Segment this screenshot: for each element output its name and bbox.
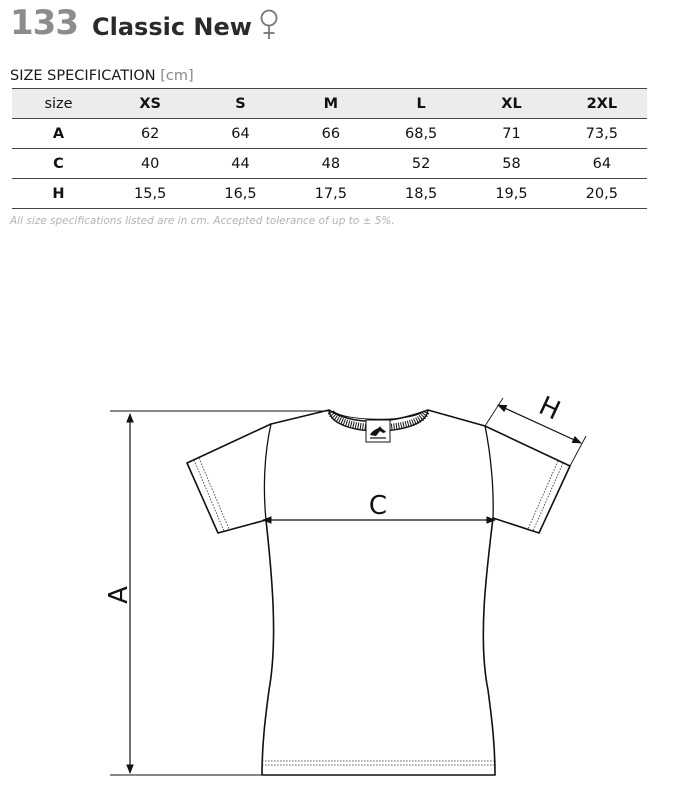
table-cell: 68,5 — [376, 119, 466, 149]
tolerance-note: All size specifications listed are in cm. Accepted tolerance of up to ± 5%. — [10, 215, 395, 227]
table-cell: 18,5 — [376, 179, 466, 209]
table-row — [12, 179, 647, 209]
dimension-h-guide-2 — [570, 436, 586, 466]
table-cell: 17,5 — [286, 179, 376, 209]
size-spec-unit: [cm] — [160, 68, 194, 84]
table-cell: 20,5 — [557, 179, 647, 209]
size-spec-heading — [10, 66, 194, 86]
table-cell: 71 — [466, 119, 556, 149]
table-cell: 15,5 — [105, 179, 195, 209]
table-corner-label: size — [12, 89, 105, 119]
size-header: XS — [105, 89, 195, 119]
table-cell: 52 — [376, 149, 466, 179]
size-table — [12, 88, 647, 209]
row-label: C — [12, 149, 105, 179]
size-header: XL — [466, 89, 556, 119]
row-label: H — [12, 179, 105, 209]
table-cell: 19,5 — [466, 179, 556, 209]
tshirt-diagram — [0, 380, 695, 790]
size-header: M — [286, 89, 376, 119]
dimension-a-label: A — [104, 586, 134, 604]
table-cell: 48 — [286, 149, 376, 179]
model-number: 133 — [10, 3, 78, 43]
row-label: A — [12, 119, 105, 149]
product-name: Classic New — [92, 13, 252, 41]
female-symbol-icon — [257, 8, 281, 42]
dimension-h-guide-1 — [485, 398, 503, 426]
table-cell: 44 — [195, 149, 285, 179]
size-spec-title: SIZE SPECIFICATION — [10, 68, 156, 84]
table-row — [12, 149, 647, 179]
table-cell: 40 — [105, 149, 195, 179]
table-cell: 66 — [286, 119, 376, 149]
dimension-h-label: H — [534, 391, 565, 427]
table-cell: 73,5 — [557, 119, 647, 149]
size-header: L — [376, 89, 466, 119]
tshirt-outline — [187, 410, 570, 775]
size-header: S — [195, 89, 285, 119]
dimension-c-label: C — [368, 491, 388, 521]
table-cell: 62 — [105, 119, 195, 149]
table-cell: 64 — [557, 149, 647, 179]
table-row — [12, 119, 647, 149]
brand-label-icon — [366, 420, 390, 442]
table-header-row — [12, 89, 647, 119]
size-header: 2XL — [557, 89, 647, 119]
table-cell: 64 — [195, 119, 285, 149]
table-cell: 58 — [466, 149, 556, 179]
table-cell: 16,5 — [195, 179, 285, 209]
